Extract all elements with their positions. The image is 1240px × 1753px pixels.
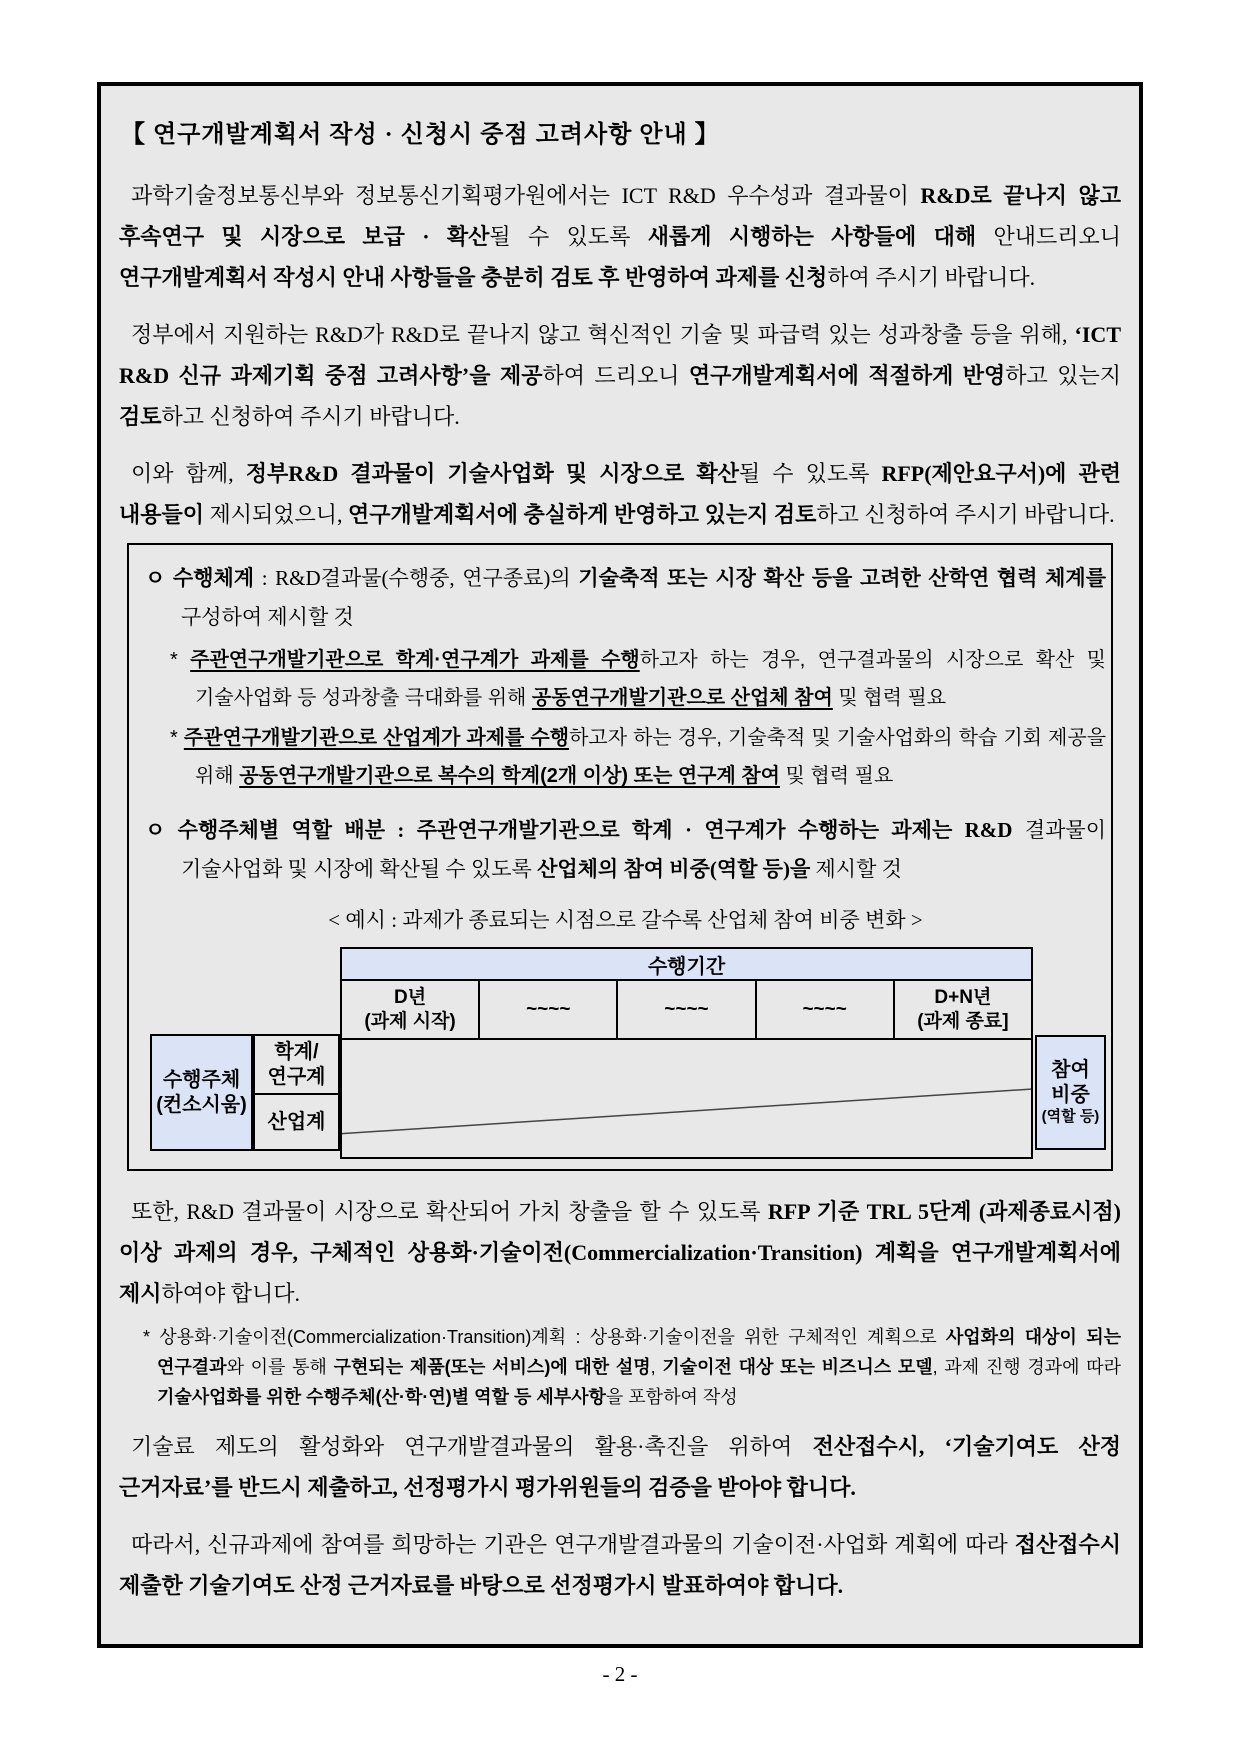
sub-bullet-academia-lead: * 주관연구개발기관으로 학계·연구계가 과제를 수행하고자 하는 경우, 연구결과물의 시장으로 확산 및 기술사업화 등 성과창출 극대화를 위해 공동연구개발기관으로 산업체 참여 및 협력 필요 bbox=[170, 649, 1106, 709]
col-header-d-year: D년 (과제 시작) bbox=[341, 980, 479, 1039]
page-number: - 2 - bbox=[602, 1662, 638, 1686]
bullet-execution-system: ㅇ 수행체계 : R&D결과물(수행중, 연구종료)의 기술축적 또는 시장 확산 등을 고려한 산학연 협력 체계를 구성하여 제시할 것 bbox=[145, 566, 1106, 629]
example-caption: < 예시 : 과제가 종료되는 시점으로 갈수록 산업체 참여 비중 변화 > bbox=[328, 908, 923, 932]
row-label-industry: 산업계 bbox=[253, 1093, 340, 1151]
closing-paragraph-2: 기술료 제도의 활성화와 연구개발결과물의 활용·촉진을 위하여 전산접수시, ‘기술기여도 산정 근거자료’를 반드시 제출하고, 선정평가시 평가위원들의 검증을 받아야 합니다. bbox=[119, 1434, 1121, 1500]
notice-box bbox=[97, 82, 1143, 1648]
chart-area bbox=[341, 1039, 1032, 1158]
intro-paragraph-3: 이와 함께, 정부R&D 결과물이 기술사업화 및 시장으로 확산될 수 있도록 RFP(제안요구서)에 관련 내용들이 제시되었으니, 연구개발계획서에 충실하게 반영하고 있는지 검토하고 신청하여 주시기 바랍니다. bbox=[119, 461, 1122, 527]
col-header-mid-3: ~~~~ bbox=[756, 980, 894, 1039]
sub-bullet-industry-lead: * 주관연구개발기관으로 산업계가 과제를 수행하고자 하는 경우, 기술축적 및 기술사업화의 학습 기회 제공을 위해 공동연구개발기관으로 복수의 학계(2개 이상) 또는 연구계 참여 및 협력 필요 bbox=[170, 727, 1107, 787]
trend-line bbox=[342, 1040, 1031, 1157]
page-title: 【 연구개발계획서 작성 · 신청시 중점 고려사항 안내 】 bbox=[121, 122, 720, 148]
participation-weight-cell: 참여 비중 (역할 등) bbox=[1035, 1035, 1106, 1150]
bullet-role-allocation: ㅇ 수행주체별 역할 배분 : 주관연구개발기관으로 학계 · 연구계가 수행하는 과제는 R&D 결과물이 기술사업화 및 시장에 확산될 수 있도록 산업체의 참여 비중(역할 등)을 제시할 것 bbox=[145, 818, 1106, 881]
intro-paragraph-1: 과학기술정보통신부와 정보통신기획평가원에서는 ICT R&D 우수성과 결과물이 R&D로 끝나지 않고 후속연구 및 시장으로 보급 · 확산될 수 있도록 새롭게 시행하는 사항들에 대해 안내드리오니 연구개발계획서 작성시 안내 사항들을 충분히 검토 후 반영하여 과제를 신청하여 주시기 바랍니다. bbox=[119, 183, 1121, 290]
intro-paragraph-2: 정부에서 지원하는 R&D가 R&D로 끝나지 않고 혁신적인 기술 및 파급력 있는 성과창출 등을 위해, ‘ICT R&D 신규 과제기획 중점 고려사항’을 제공하여 드리오니 연구개발계획서에 적절하게 반영하고 있는지 검토하고 신청하여 주시기 바랍니다. bbox=[119, 322, 1122, 429]
col-header-mid-1: ~~~~ bbox=[479, 980, 617, 1039]
closing-paragraph-1: 또한, R&D 결과물이 시장으로 확산되어 가치 창출을 할 수 있도록 RFP 기준 TRL 5단계 (과제종료시점) 이상 과제의 경우, 구체적인 상용화·기술이전(Commercialization·Transition) 계획을 연구개발계획서에 제시하여야 합니다. bbox=[119, 1199, 1121, 1306]
period-grid bbox=[340, 947, 1033, 1159]
guideline-box bbox=[127, 543, 1113, 1171]
closing-paragraph-3: 따라서, 신규과제에 참여를 희망하는 기관은 연구개발결과물의 기술이전·사업화 계획에 따라 접산접수시 제출한 기술기여도 산정 근거자료를 바탕으로 선정평가시 발표하여야 합니다. bbox=[119, 1532, 1121, 1598]
col-header-dn-year: D+N년 (과제 종료] bbox=[894, 980, 1032, 1039]
participation-schedule-table bbox=[145, 947, 1106, 1155]
commercialization-note: * 상용화·기술이전(Commercialization·Transition)계획 : 상용화·기술이전을 위한 구체적인 계획으로 사업화의 대상이 되는 연구결과와 이를 통해 구현되는 제품(또는 서비스)에 대한 설명, 기술이전 대상 또는 비즈니스 모델, 과제 진행 경과에 따라 기술사업화를 위한 수행주체(산·학·연)별 역할 등 세부사항을 포함하여 작성 bbox=[143, 1327, 1121, 1407]
row-label-academia: 학계/ 연구계 bbox=[253, 1034, 340, 1095]
col-header-mid-2: ~~~~ bbox=[617, 980, 755, 1039]
consortium-cell: 수행주체 (컨소시움) bbox=[150, 1034, 253, 1151]
period-header-cell: 수행기간 bbox=[341, 948, 1032, 980]
